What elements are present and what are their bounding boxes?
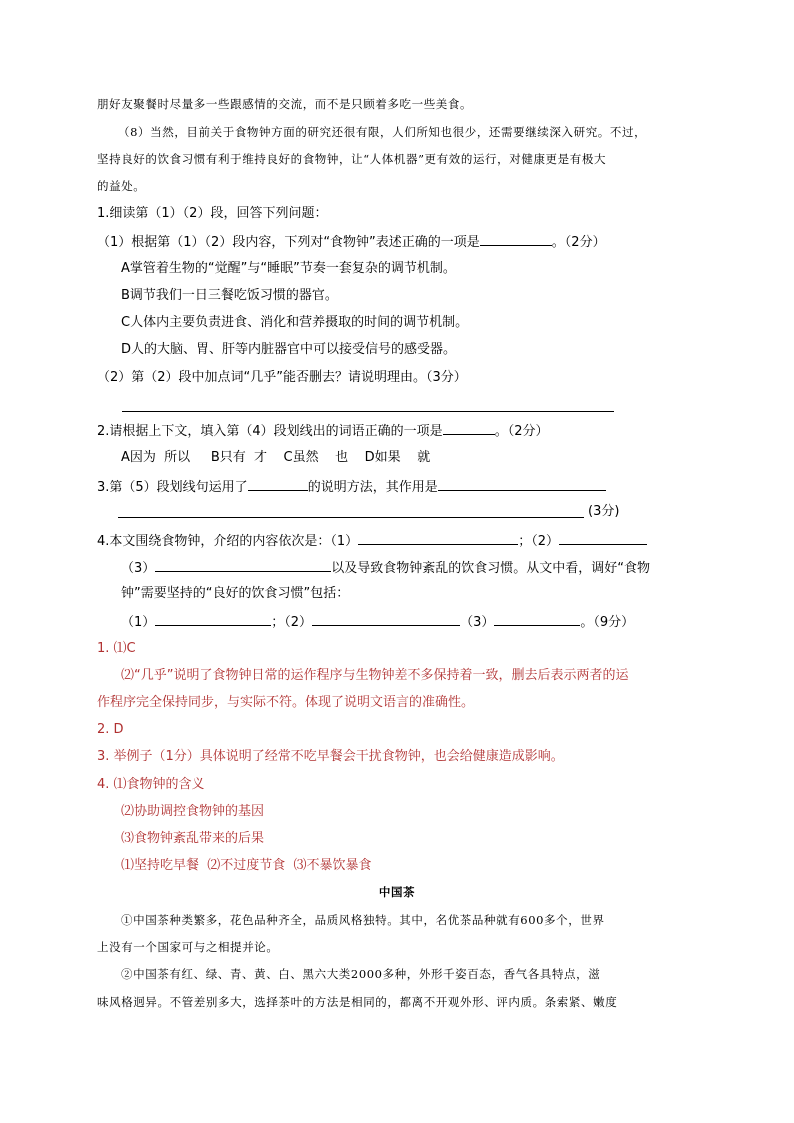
- passage-line: 的益处。: [97, 179, 146, 193]
- question-text: （3）: [460, 615, 495, 630]
- question-3: [97, 476, 606, 498]
- answer-blank[interactable]: [358, 530, 518, 545]
- question-text: ；（2）: [518, 534, 559, 549]
- question-4: [97, 530, 647, 552]
- question-text: （1）根据第（1）（2）段内容，下列对“食物钟”表述正确的一项是: [97, 235, 480, 250]
- question-2: [97, 420, 548, 442]
- option-b: B调节我们一日三餐吃饭习惯的器官。: [121, 288, 338, 303]
- answer-1-2: 作程序完全保持同步，与实际不符。体现了说明文语言的准确性。: [97, 695, 475, 710]
- answer-blank[interactable]: [155, 557, 331, 572]
- question-text: 3.第（5）段划线句运用了: [97, 480, 248, 495]
- passage-line: 上没有一个国家可与之相提并论。: [97, 940, 279, 954]
- answer-blank[interactable]: [494, 611, 580, 626]
- answer-4-habits: ⑴坚持吃早餐 ⑵不过度节食 ⑶不暴饮暴食: [121, 858, 372, 873]
- option-c: C人体内主要负责进食、消化和营养摄取的时间的调节机制。: [121, 315, 469, 330]
- question-text: 以及导致食物钟紊乱的饮食习惯。从文中看，调好“食物: [331, 561, 651, 576]
- answer-blank[interactable]: [480, 231, 552, 246]
- passage-line: 坚持良好的饮食习惯有利于维持良好的食物钟，让“人体机器”更有效的运行，对健康更是有极大: [97, 152, 607, 166]
- question-4-blanks: [121, 611, 634, 633]
- answer-blank[interactable]: [559, 530, 647, 545]
- question-4-cont: [121, 557, 650, 579]
- answer-1-2: ⑵“几乎”说明了食物钟日常的运作程序与生物钟差不多保持着一致，删去后表示两者的运: [121, 668, 629, 683]
- answer-line[interactable]: [118, 517, 584, 518]
- passage-line: ②中国茶有红、绿、青、黄、白、黑六大类2000多种，外形千姿百态，香气各具特点，滋: [121, 967, 601, 981]
- answer-2: 2. D: [97, 722, 124, 737]
- question-1-2: （2）第（2）段中加点词“几乎”能否删去？请说明理由。（3分）: [97, 370, 467, 385]
- answer-blank[interactable]: [312, 611, 460, 626]
- question-4-cont: 钟”需要坚持的“良好的饮食习惯”包括：: [121, 586, 350, 601]
- answer-1: 1. ⑴C: [97, 641, 136, 656]
- passage-line: （8）当然，目前关于食物钟方面的研究还很有限，人们所知也很少，还需要继续深入研究。不过，: [118, 125, 647, 139]
- question-text: 的说明方法，其作用是: [307, 480, 438, 495]
- option-a: A掌管着生物的“觉醒”与“睡眠”节奏一套复杂的调节机制。: [121, 261, 456, 276]
- passage-line: 朋好友聚餐时尽量多一些跟感情的交流，而不是只顾着多吃一些美食。: [97, 97, 473, 111]
- passage-title: 中国茶: [378, 885, 416, 899]
- question-2-options: A因为 所以 B只有 才 C虽然 也 D如果 就: [121, 450, 431, 465]
- question-text: ；（2）: [271, 615, 313, 630]
- answer-blank[interactable]: [438, 476, 606, 491]
- question-text: （3）: [121, 561, 156, 576]
- answer-blank[interactable]: [155, 611, 271, 626]
- passage-line: 味风格迥异。不管差别多大，选择茶叶的方法是相同的，都离不开观外形、评内质。条索紧、嫩度: [97, 995, 618, 1009]
- question-score: (3分): [588, 504, 620, 519]
- answer-line[interactable]: [122, 411, 614, 412]
- question-text: 4.本文围绕食物钟，介绍的内容依次是：（1）: [97, 534, 359, 549]
- question-1-1: [97, 231, 606, 253]
- question-text: 2.请根据上下文，填入第（4）段划线出的词语正确的一项是: [97, 424, 443, 439]
- question-score: 。（2分）: [551, 235, 606, 250]
- answer-4-3: ⑶食物钟紊乱带来的后果: [121, 831, 265, 846]
- answer-4: 4. ⑴食物钟的含义: [97, 777, 205, 792]
- answer-3: 3. 举例子（1分）具体说明了经常不吃早餐会干扰食物钟，也会给健康造成影响。: [97, 749, 564, 764]
- passage-line: ①中国茶种类繁多，花色品种齐全，品质风格独特。其中，名优茶品种就有600多个，世界: [121, 913, 605, 927]
- question-score: 。（2分）: [494, 424, 549, 439]
- question-text: （1）: [121, 615, 156, 630]
- question-score: 。（9分）: [580, 615, 635, 630]
- option-d: D人的大脑、胃、肝等内脏器官中可以接受信号的感受器。: [121, 342, 457, 357]
- answer-blank[interactable]: [443, 420, 495, 435]
- answer-blank[interactable]: [248, 476, 308, 491]
- question-1-heading: 1.细读第（1）（2）段，回答下列问题：: [97, 206, 328, 221]
- answer-4-2: ⑵协助调控食物钟的基因: [121, 804, 265, 819]
